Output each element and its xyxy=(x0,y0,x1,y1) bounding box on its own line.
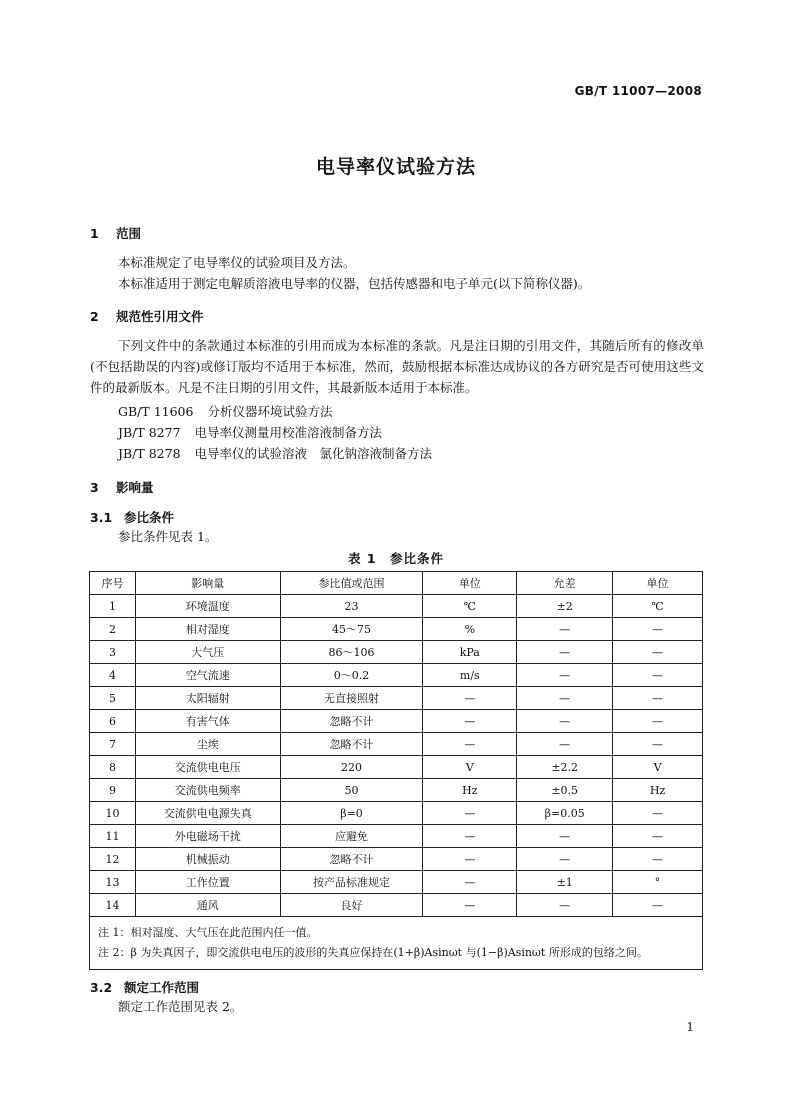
table-cell: 无直接照射 xyxy=(280,687,423,710)
table-note: 注 1：相对湿度、大气压在此范围内任一值。 xyxy=(98,926,318,939)
reference-item xyxy=(118,444,432,462)
table-row xyxy=(90,641,703,664)
table-cell: 环境温度 xyxy=(135,595,280,618)
table-cell: 9 xyxy=(90,779,136,802)
table-cell: — xyxy=(423,710,517,733)
table-cell: 有害气体 xyxy=(135,710,280,733)
table-cell: 12 xyxy=(90,848,136,871)
table-cell: 11 xyxy=(90,825,136,848)
table-cell: — xyxy=(613,894,703,917)
section-3-2-para: 额定工作范围见表 2。 xyxy=(118,999,243,1014)
reference-item xyxy=(118,402,332,420)
table-notes-row xyxy=(90,917,703,970)
table-cell: 23 xyxy=(280,595,423,618)
table-cell: 大气压 xyxy=(135,641,280,664)
table-cell: 10 xyxy=(90,802,136,825)
table-row xyxy=(90,756,703,779)
table-cell: 太阳辐射 xyxy=(135,687,280,710)
table-cell: — xyxy=(613,618,703,641)
table-row xyxy=(90,871,703,894)
table-cell: — xyxy=(517,825,613,848)
table-note: 注 2：β 为失真因子，即交流供电电压的波形的失真应保持在(1+β)Asinωt 与(1−β)Asinωt 所形成的包络之间。 xyxy=(98,946,648,959)
standard-number: GB/T 11007—2008 xyxy=(574,84,702,98)
table-cell: 工作位置 xyxy=(135,871,280,894)
table-cell: Hz xyxy=(423,779,517,802)
table-cell: — xyxy=(423,871,517,894)
table-cell: — xyxy=(423,848,517,871)
table-row xyxy=(90,664,703,687)
table-cell: 忽略不计 xyxy=(280,848,423,871)
header-cell: 影响量 xyxy=(135,572,280,595)
section-2-para-1: 下列文件中的条款通过本标准的引用而成为本标准的条款。凡是注日期的引用文件，其随后所有的修改单(不包括勘误的内容)或修订版均不适用于本标准，然而，鼓励根据本标准达成协议的各方研究是否可使用这些文件的最新版本。凡是不注日期的引用文件，其最新版本适用于本标准。 xyxy=(90,338,704,395)
table-cell: 按产品标准规定 xyxy=(280,871,423,894)
section-title: 参比条件 xyxy=(124,510,175,525)
table-cell: — xyxy=(517,733,613,756)
table-notes xyxy=(90,917,703,970)
page-number: 1 xyxy=(686,1020,694,1034)
table-cell: Hz xyxy=(613,779,703,802)
table-header-row xyxy=(90,572,703,595)
table-row xyxy=(90,710,703,733)
table-cell: 交流供电频率 xyxy=(135,779,280,802)
reference-conditions-table xyxy=(89,571,703,970)
table-cell: 220 xyxy=(280,756,423,779)
table-cell: ±2 xyxy=(517,595,613,618)
table-cell: ±1 xyxy=(517,871,613,894)
reference-code: JB/T 8278 xyxy=(118,446,181,461)
table-row xyxy=(90,595,703,618)
section-3-1-para: 参比条件见表 1。 xyxy=(118,529,218,544)
table-cell: — xyxy=(613,664,703,687)
reference-item xyxy=(118,423,382,441)
header-cell: 参比值或范围 xyxy=(280,572,423,595)
table-cell: ±2.2 xyxy=(517,756,613,779)
section-title: 规范性引用文件 xyxy=(116,309,204,324)
table-cell: — xyxy=(517,710,613,733)
table-cell: 45～75 xyxy=(280,618,423,641)
table-cell: kPa xyxy=(423,641,517,664)
table-cell: 忽略不计 xyxy=(280,733,423,756)
table-cell: — xyxy=(613,802,703,825)
section-1-para-1: 本标准规定了电导率仪的试验项目及方法。 xyxy=(118,255,356,270)
section-title: 范围 xyxy=(116,226,142,241)
table-row xyxy=(90,779,703,802)
table-cell: ±0.5 xyxy=(517,779,613,802)
table-cell: 机械振动 xyxy=(135,848,280,871)
table-cell: β=0.05 xyxy=(517,802,613,825)
table-cell: — xyxy=(517,687,613,710)
table-cell: 相对湿度 xyxy=(135,618,280,641)
table-cell: — xyxy=(423,687,517,710)
table-cell: — xyxy=(517,664,613,687)
table-cell: 1 xyxy=(90,595,136,618)
table-cell: 交流供电电压 xyxy=(135,756,280,779)
table-cell: — xyxy=(517,894,613,917)
reference-title: 电导率仪测量用校准溶液制备方法 xyxy=(194,425,383,440)
section-number: 3.2 xyxy=(90,980,113,995)
table-cell: — xyxy=(613,687,703,710)
section-number: 1 xyxy=(90,226,99,241)
reference-title: 分析仪器环境试验方法 xyxy=(207,404,333,419)
table-cell: — xyxy=(423,733,517,756)
table-cell: 尘埃 xyxy=(135,733,280,756)
section-1-para-2: 本标准适用于测定电解质溶液电导率的仪器，包括传感器和电子单元(以下简称仪器)。 xyxy=(118,276,591,291)
section-number: 3 xyxy=(90,480,99,495)
table-cell: — xyxy=(517,848,613,871)
table-cell: 2 xyxy=(90,618,136,641)
table-cell: ° xyxy=(613,871,703,894)
table-cell: 5 xyxy=(90,687,136,710)
table-cell: 忽略不计 xyxy=(280,710,423,733)
table-cell: 13 xyxy=(90,871,136,894)
table-cell: 50 xyxy=(280,779,423,802)
table-cell: — xyxy=(613,710,703,733)
section-title: 影响量 xyxy=(116,480,154,495)
table-cell: 应避免 xyxy=(280,825,423,848)
reference-title: 电导率仪的试验溶液 氯化钠溶液制备方法 xyxy=(194,446,433,461)
header-cell: 单位 xyxy=(613,572,703,595)
table-row xyxy=(90,687,703,710)
table-cell: 4 xyxy=(90,664,136,687)
table-cell: V xyxy=(423,756,517,779)
table-cell: — xyxy=(613,825,703,848)
section-title: 额定工作范围 xyxy=(124,980,200,995)
document-title: 电导率仪试验方法 xyxy=(315,156,476,178)
table-cell: 0～0.2 xyxy=(280,664,423,687)
table-cell: — xyxy=(517,618,613,641)
table-cell: — xyxy=(613,848,703,871)
table-cell: — xyxy=(423,825,517,848)
table-cell: ℃ xyxy=(423,595,517,618)
section-number: 3.1 xyxy=(90,510,113,525)
table-cell: — xyxy=(517,641,613,664)
table-cell: 交流供电电源失真 xyxy=(135,802,280,825)
table-cell: % xyxy=(423,618,517,641)
table-cell: V xyxy=(613,756,703,779)
header-cell: 允差 xyxy=(517,572,613,595)
section-3-heading xyxy=(90,478,154,496)
table-cell: — xyxy=(423,894,517,917)
table-cell: — xyxy=(423,802,517,825)
section-2-heading xyxy=(90,307,204,325)
header-cell: 单位 xyxy=(423,572,517,595)
table-cell: 良好 xyxy=(280,894,423,917)
reference-code: JB/T 8277 xyxy=(118,425,181,440)
table-cell: m/s xyxy=(423,664,517,687)
table-row xyxy=(90,618,703,641)
table-row xyxy=(90,825,703,848)
table-cell: β=0 xyxy=(280,802,423,825)
table-row xyxy=(90,733,703,756)
table-cell: 空气流速 xyxy=(135,664,280,687)
table-cell: 14 xyxy=(90,894,136,917)
reference-code: GB/T 11606 xyxy=(118,404,194,419)
table-cell: 8 xyxy=(90,756,136,779)
section-3-1-heading xyxy=(90,508,174,526)
table-row xyxy=(90,802,703,825)
table-cell: 3 xyxy=(90,641,136,664)
table-row xyxy=(90,848,703,871)
table-cell: — xyxy=(613,733,703,756)
table-caption: 表 1 参比条件 xyxy=(347,551,445,566)
table-cell: — xyxy=(613,641,703,664)
table-cell: 外电磁场干扰 xyxy=(135,825,280,848)
table-cell: ℃ xyxy=(613,595,703,618)
header-cell: 序号 xyxy=(90,572,136,595)
section-1-heading xyxy=(90,224,141,242)
table-row xyxy=(90,894,703,917)
section-number: 2 xyxy=(90,309,99,324)
table-cell: 7 xyxy=(90,733,136,756)
table-cell: 通风 xyxy=(135,894,280,917)
section-3-2-heading xyxy=(90,978,199,996)
table-cell: 6 xyxy=(90,710,136,733)
table-cell: 86～106 xyxy=(280,641,423,664)
